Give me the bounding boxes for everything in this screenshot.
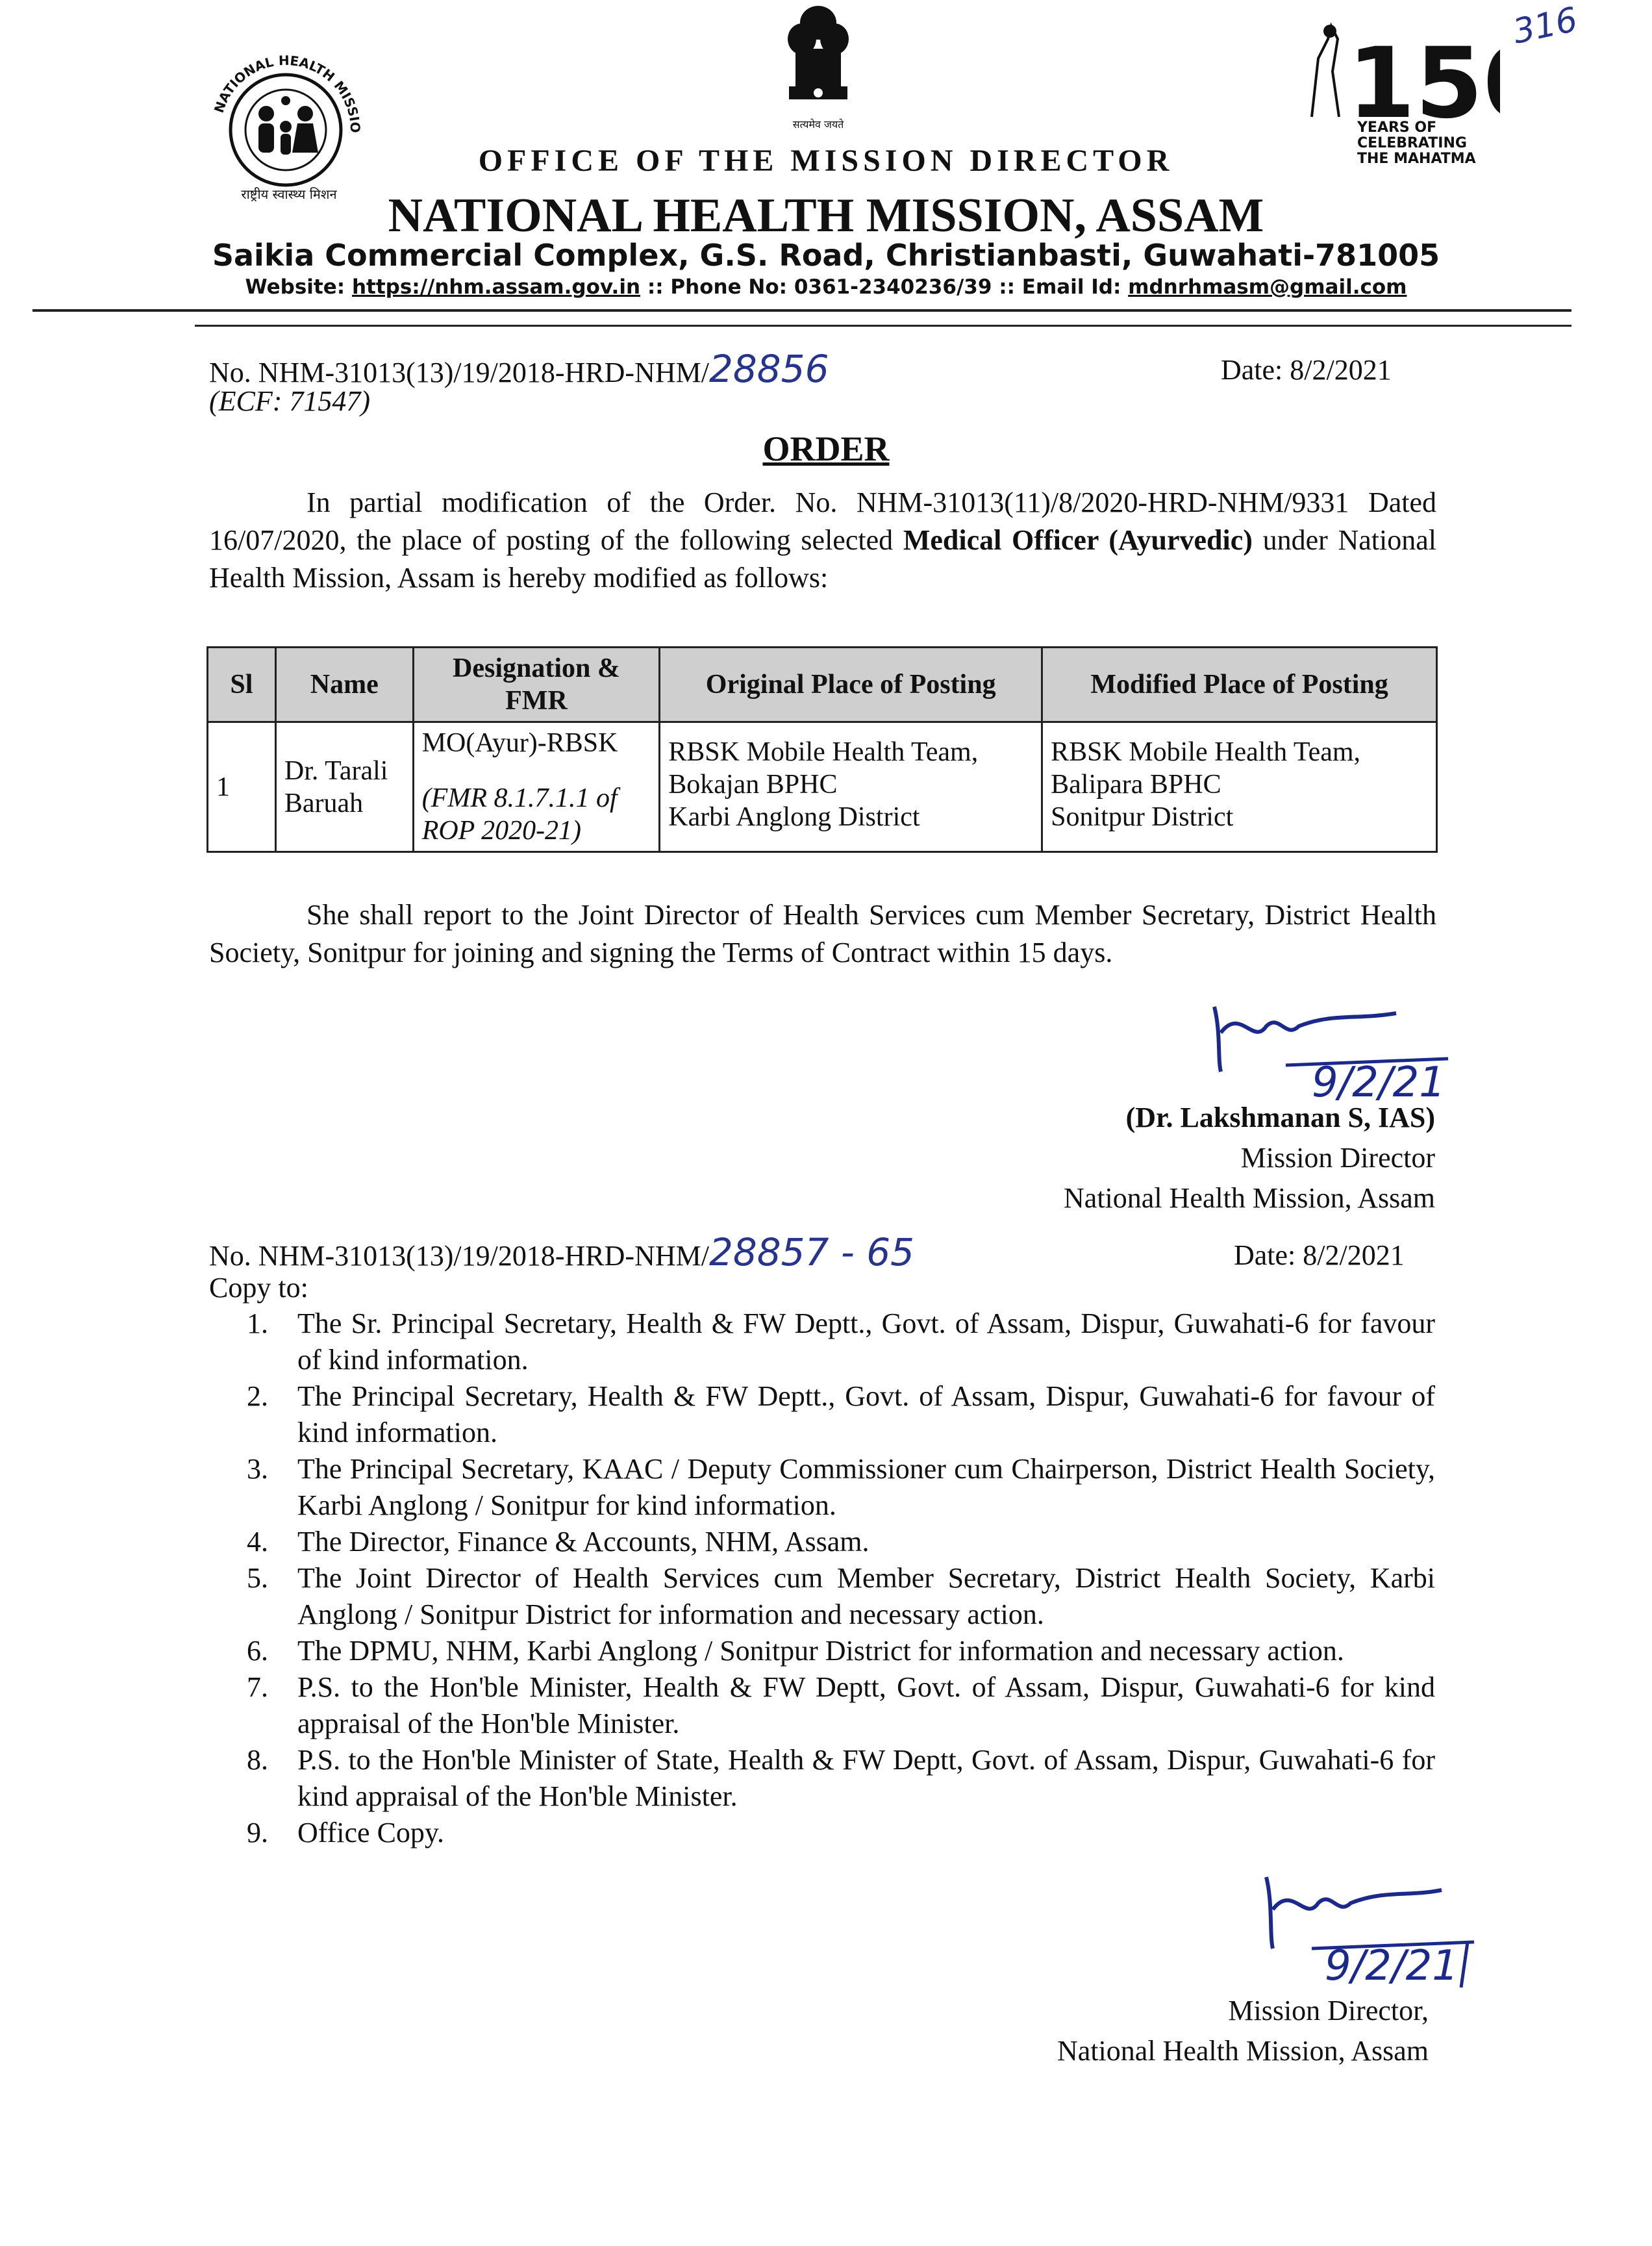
handwritten-ref-number: 28856 (708, 347, 829, 391)
list-item: 7. P.S. to the Hon'ble Minister, Health & FW Deptt, Govt. of Assam, Dispur, Guwahati-6 for kind appraisal of the Hon'ble Minister. (247, 1671, 1435, 1739)
cell-designation: MO(Ayur)-RBSK (FMR 8.1.7.1.1 of ROP 2020-21) (413, 722, 660, 852)
contact-line: Website: https://nhm.assam.gov.in :: Phone No: 0361-2340236/39 :: Email Id: mdnrhmasm@gmail.com (245, 275, 1407, 299)
gandhi-150-number: 15 (1347, 27, 1483, 130)
national-emblem (776, 3, 860, 133)
corner-handwritten-number: 316 (1509, 0, 1581, 52)
header-rule (32, 309, 1571, 312)
header-sl: Sl (208, 648, 276, 722)
list-item: 1. The Sr. Principal Secretary, Health & FW Deptt., Govt. of Assam, Dispur, Guwahati-6 for favour of kind information. (247, 1307, 1435, 1376)
list-item: 8. P.S. to the Hon'ble Minister of State, Health & FW Deptt, Govt. of Assam, Dispur, Guwahati-6 for kind appraisal of the Hon'ble Minister. (247, 1744, 1435, 1812)
order-paragraph-1: In partial modification of the Order. No. NHM-31013(11)/8/2020-HRD-NHM/9331 Dated 16/07/2020, the place of posting of the following selected Medical Officer (Ayurvedic) under National Health Mission, Assam is hereby modified as follows: (209, 486, 1437, 594)
list-item: 2. The Principal Secretary, Health & FW Deptt., Govt. of Assam, Dispur, Guwahati-6 for favour of kind information. (247, 1380, 1435, 1448)
copy-signatory-org: National Health Mission, Assam (1057, 2035, 1429, 2067)
copy-signatory-block (909, 1991, 1429, 2071)
signature-2-date: 9/2/21 (1325, 1942, 1458, 1990)
header-original-posting: Original Place of Posting (660, 648, 1042, 722)
copy-date: Date: 8/2/2021 (1234, 1239, 1405, 1271)
signature-2 (1253, 1864, 1500, 1994)
svg-text:NATIONAL HEALTH MISSION (195, 39, 363, 133)
posting-table (206, 646, 1438, 853)
signatory-org: National Health Mission, Assam (1064, 1182, 1435, 1214)
order-paragraph-2: She shall report to the Joint Director of Health Services cum Member Secretary, District Health Society, Sonitpur for joining and signing the Terms of Contract within 15 days. (209, 899, 1436, 968)
nhm-logo (195, 39, 377, 208)
order-ref-number: No. NHM-31013(13)/19/2018-HRD-NHM/28856 (209, 347, 829, 391)
cell-sl: 1 (208, 722, 276, 852)
order-title: ORDER (762, 429, 890, 468)
header-name: Name (275, 648, 413, 722)
copy-signatory-title: Mission Director, (1228, 1995, 1429, 2026)
order-ecf: (ECF: 71547) (209, 385, 371, 417)
copy-ref-number: No. NHM-31013(13)/19/2018-HRD-NHM/28857 - 65 (209, 1230, 915, 1274)
gandhi-150-caption: YEARS OF CELEBRATING THE MAHATMA (1357, 120, 1476, 167)
signature-1 (1201, 994, 1474, 1107)
order-date: Date: 8/2/2021 (1221, 354, 1392, 386)
copy-to-label: Copy to: (209, 1272, 308, 1304)
organization-name: NATIONAL HEALTH MISSION, ASSAM (388, 189, 1264, 242)
table-header-row (208, 648, 1437, 722)
list-item: 9. Office Copy. (247, 1817, 445, 1849)
header-designation: Designation & FMR (413, 648, 660, 722)
list-item: 4. The Director, Finance & Accounts, NHM, Assam. (247, 1526, 870, 1558)
signatory-title: Mission Director (1240, 1142, 1435, 1174)
website-link[interactable]: https://nhm.assam.gov.in (351, 275, 641, 299)
cell-name: Dr. Tarali Baruah (275, 722, 413, 852)
cell-original-posting: RBSK Mobile Health Team, Bokajan BPHC Karbi Anglong District (660, 722, 1042, 852)
signature-1-date: 9/2/21 (1312, 1059, 1446, 1107)
office-address: Saikia Commercial Complex, G.S. Road, Christianbasti, Guwahati-781005 (212, 238, 1440, 273)
list-item: 6. The DPMU, NHM, Karbi Anglong / Sonitpur District for information and necessary action. (247, 1635, 1344, 1667)
signatory-name: (Dr. Lakshmanan S, IAS) (1125, 1102, 1435, 1133)
logo-ring-text: NATIONAL HEALTH MISSIO (210, 52, 364, 134)
copy-to-list (247, 1306, 1435, 1851)
table-row (208, 722, 1437, 852)
logo-hindi-text: राष्ट्रीय स्वास्थ्य मिशन (241, 186, 337, 202)
header-modified-posting: Modified Place of Posting (1042, 648, 1437, 722)
list-item: 3. The Principal Secretary, KAAC / Deputy Commissioner cum Chairperson, District Health Society, Karbi Anglong / Sonitpur for kind information. (247, 1453, 1435, 1521)
header-rule-secondary (195, 325, 1571, 327)
office-line: OFFICE OF THE MISSION DIRECTOR (478, 144, 1174, 178)
cell-modified-posting: RBSK Mobile Health Team, Balipara BPHC Sonitpur District (1042, 722, 1437, 852)
emblem-motto: सत्यमेव जयते (792, 118, 844, 131)
list-item: 5. The Joint Director of Health Services cum Member Secretary, District Health Society, Karbi Anglong / Sonitpur District for information and necessary action. (247, 1562, 1435, 1630)
signatory-block (909, 1098, 1435, 1218)
handwritten-copy-ref: 28857 - 65 (708, 1230, 915, 1274)
email-link[interactable]: mdnrhmasm@gmail.com (1128, 275, 1407, 299)
